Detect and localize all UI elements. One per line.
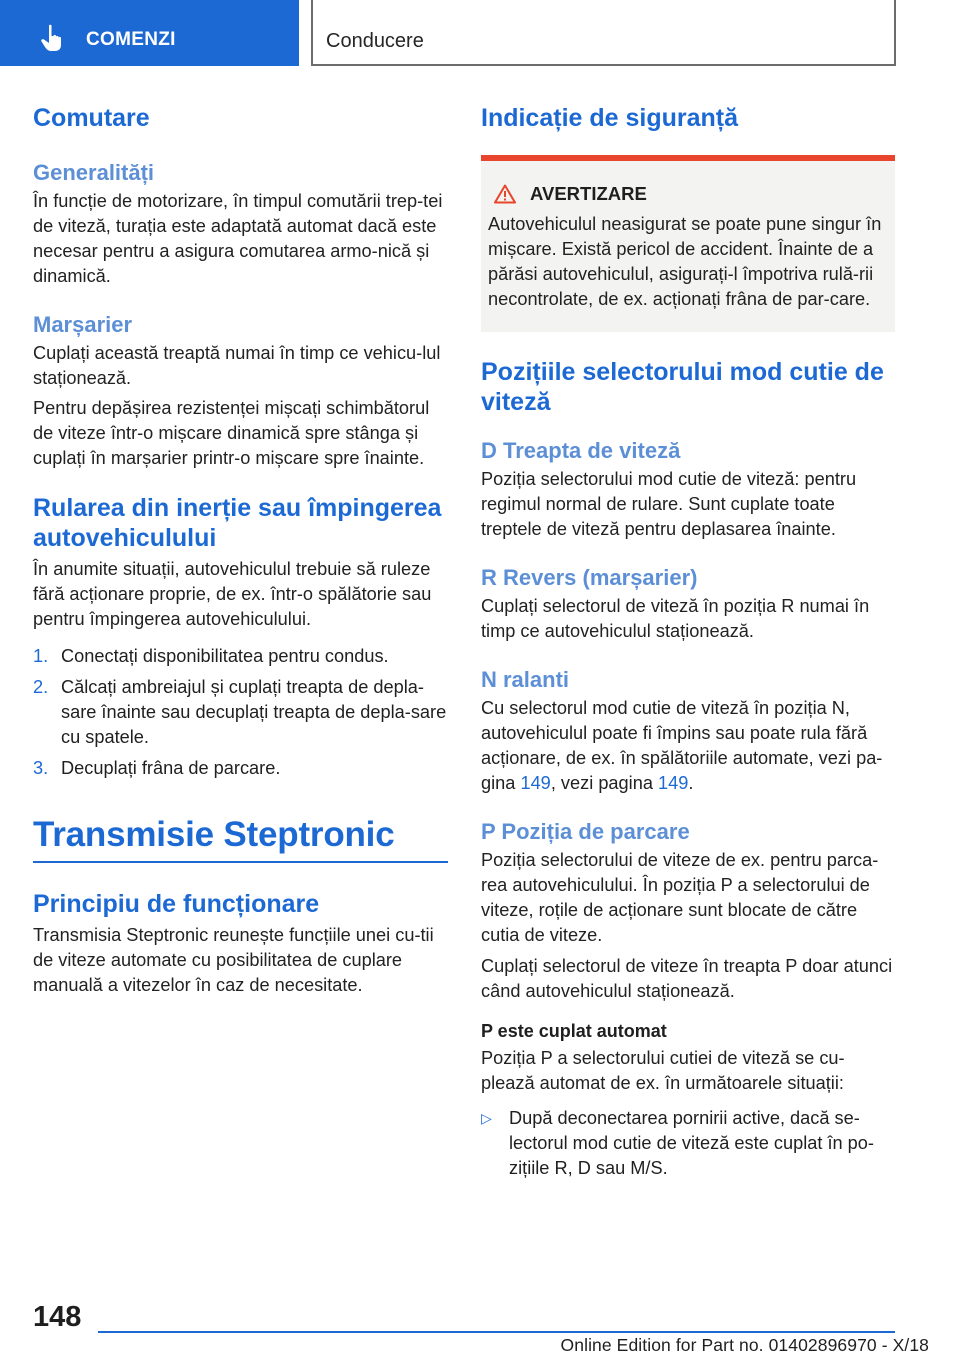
page-header [0, 0, 960, 66]
section-tab-comenzi[interactable] [0, 0, 299, 66]
rulare-heading: Rularea din inerție sau împingerea autovehiculului [33, 494, 442, 552]
step-number: 2. [33, 677, 49, 697]
rulare-text: În anumite situații, autovehiculul trebuie să ruleze fără acționare proprie, de ex. într-o spălătorie sau pentru împingerea autovehiculului. [33, 559, 432, 629]
rulare-steps [33, 644, 448, 781]
steptronic-heading: Transmisie Steptronic [33, 815, 395, 854]
n-text-before: Cu selectorul mod cutie de viteză în poziția N, autovehiculul poate fi împins sau poate rula fără acționare, de ex. în spălătoriile automate, vezi pa-gina [481, 698, 883, 793]
footer-rule [98, 1331, 895, 1333]
list-item [33, 675, 448, 750]
step-text: Conectați disponibilitatea pentru condus. [61, 646, 389, 666]
list-item [33, 756, 448, 781]
p-auto-text: Poziția P a selectorului cutiei de viteză se cu-plează automat de ex. în următoarele situații: [481, 1048, 845, 1093]
pointing-hand-icon [40, 24, 66, 52]
chapter-tab-label: Conducere [326, 30, 424, 52]
p-text-1: Poziția selectorului de viteze de ex. pentru parca-rea autovehiculului. În poziția P a selectorului de viteze, roțile de acționare sunt blocate de către cutia de viteze. [481, 850, 879, 945]
pozitii-heading: Pozițiile selectorului mod cutie de viteză [481, 358, 884, 416]
list-item [481, 1106, 895, 1181]
marsarier-heading: Marșarier [33, 312, 133, 337]
chapter-tab[interactable] [311, 0, 896, 66]
r-text: Cuplați selectorul de viteză în poziția R numai în timp ce autovehiculul staționează. [481, 596, 870, 641]
siguranta-heading: Indicație de siguranță [481, 104, 739, 132]
comutare-heading: Comutare [33, 104, 150, 132]
steptronic-rule [33, 861, 448, 863]
footer-edition: Online Edition for Part no. 01402896970 - X/18 [560, 1335, 929, 1355]
warning-block [481, 155, 895, 332]
warning-box [481, 161, 895, 332]
n-heading: N ralanti [481, 667, 570, 692]
right-column [481, 95, 895, 1181]
step-text: Călcați ambreiajul și cuplați treapta de depla-sare înainte sau decuplați treapta de depla-sare cu spatele. [61, 677, 447, 747]
r-heading: R Revers (marșarier) [481, 565, 698, 590]
step-text: Decuplați frâna de parcare. [61, 758, 281, 778]
warning-label: AVERTIZARE [530, 183, 647, 204]
left-column [33, 95, 448, 998]
list-item [33, 644, 448, 669]
p-heading: P Poziția de parcare [481, 819, 690, 844]
page-link-149-second[interactable]: 149 [657, 773, 689, 793]
page-number: 148 [33, 1301, 82, 1333]
warning-title [494, 183, 887, 205]
p-auto-heading: P este cuplat automat [481, 1021, 667, 1041]
bullet-triangle-icon: ▷ [481, 1110, 492, 1126]
n-text-after: . [688, 773, 694, 793]
section-tab-label: COMENZI [86, 29, 176, 50]
n-text-middle: , vezi pagina [550, 773, 658, 793]
n-text [481, 696, 895, 796]
p-auto-list [481, 1106, 895, 1181]
warning-text: Autovehiculul neasigurat se poate pune singur în mișcare. Există pericol de accident. Înainte de a părăsi autovehiculul, asigurați-l împotriva rulă-rii necontrolate, de ex. acționați frâna de par-care. [488, 214, 882, 309]
principiu-heading: Principiu de funcționare [33, 890, 320, 918]
d-heading: D Treapta de viteză [481, 438, 681, 463]
marsarier-text-1: Cuplați această treaptă numai în timp ce vehicu-lul staționează. [33, 343, 441, 388]
d-text: Poziția selectorului mod cutie de viteză: pentru regimul normal de rulare. Sunt cuplate toate treptele de viteză pentru deplasarea înainte. [481, 469, 857, 539]
marsarier-text-2: Pentru depășirea rezistenței mișcați schimbătorul de viteze într-o mișcare dinamică spre stânga și cuplați în marșarier printr-o mișcare spre înainte. [33, 398, 430, 468]
generalitati-text: În funcție de motorizare, în timpul comutării trep-tei de viteză, turația este adaptată automat dacă este necesar pentru a asigura comutarea armo-nică și dinamică. [33, 191, 443, 286]
bullet-text: După deconectarea pornirii active, dacă se-lectorul mod cutie de viteză este cuplat în po-zițiile R, D sau M/S. [509, 1108, 874, 1178]
principiu-text: Transmisia Steptronic reunește funcțiile unei cu-tii de viteze automate cu posibilitatea de cuplare manuală a vitezelor în caz de necesitate. [33, 925, 434, 995]
generalitati-heading: Generalități [33, 160, 155, 185]
warning-triangle-icon [494, 184, 516, 204]
step-number: 1. [33, 646, 49, 666]
page-link-149[interactable]: 149 [520, 773, 551, 793]
p-text-2: Cuplați selectorul de viteze în treapta P doar atunci când autovehiculul staționează. [481, 956, 893, 1001]
step-number: 3. [33, 758, 49, 778]
